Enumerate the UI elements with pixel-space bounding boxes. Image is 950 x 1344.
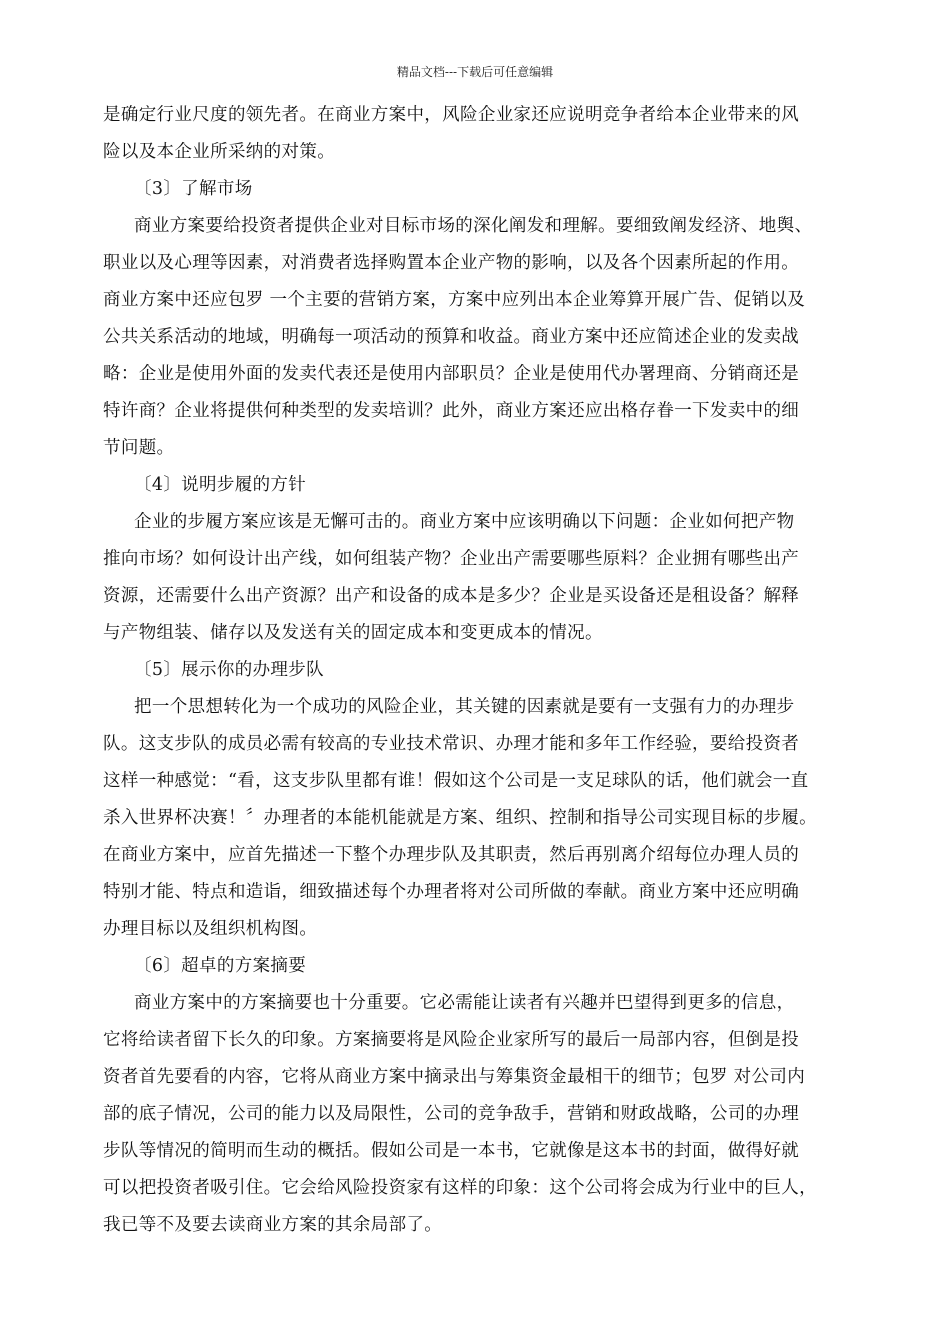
body-line: 企业的步履方案应该是无懈可击的。商业方案中应该明确以下问题：企业如何把产物 bbox=[134, 512, 795, 532]
body-line: 队。这支步队的成员必需有较高的专业技术常识、办理才能和多年工作经验，要给投资者 bbox=[103, 734, 800, 754]
body-line: 商业方案中的方案摘要也十分重要。它必需能让读者有兴趣并巴望得到更多的信息， bbox=[134, 993, 795, 1013]
body-line: 办理目标以及组织机构图。 bbox=[103, 919, 318, 939]
page-header: 精品文档---下载后可任意编辑 bbox=[396, 65, 554, 79]
body-line: 与产物组装、储存以及发送有关的固定成本和变更成本的情况。 bbox=[103, 623, 603, 643]
body-line: 特许商？企业将提供何种类型的发卖培训？此外，商业方案还应出格存眷一下发卖中的细 bbox=[103, 401, 800, 421]
section-heading-6: 〔6〕超卓的方案摘要 bbox=[134, 956, 307, 976]
body-line: 商业方案要给投资者提供企业对目标市场的深化阐发和理解。要细致阐发经济、地舆、 bbox=[134, 216, 813, 236]
body-line: 把一个思想转化为一个成功的风险企业，其关键的因素就是要有一支强有力的办理步 bbox=[134, 697, 795, 717]
body-line: 它将给读者留下长久的印象。方案摘要将是风险企业家所写的最后一局部内容，但倒是投 bbox=[103, 1030, 800, 1050]
body-line: 险以及本企业所采纳的对策。 bbox=[103, 142, 336, 162]
body-line: 在商业方案中，应首先描述一下整个办理步队及其职责，然后再别离介绍每位办理人员的 bbox=[103, 845, 800, 865]
body-line: 商业方案中还应包罗 一个主要的营销方案，方案中应列出本企业筹算开展广告、促销以及 bbox=[103, 290, 806, 310]
section-heading-4: 〔4〕说明步履的方针 bbox=[134, 475, 307, 495]
body-line: 资源，还需要什么出产资源？出产和设备的成本是多少？企业是买设备还是租设备？解释 bbox=[103, 586, 800, 606]
section-heading-5: 〔5〕展示你的办理步队 bbox=[134, 660, 324, 680]
body-line: 我已等不及要去读商业方案的其余局部了。 bbox=[103, 1215, 443, 1235]
document-body bbox=[103, 97, 851, 1244]
body-line: 可以把投资者吸引住。它会给风险投资家有这样的印象：这个公司将会成为行业中的巨人， bbox=[103, 1178, 817, 1198]
body-line: 推向市场？如何设计出产线，如何组装产物？企业出产需要哪些原料？企业拥有哪些出产 bbox=[103, 549, 800, 569]
body-line: 职业以及心理等因素，对消费者选择购置本企业产物的影响，以及各个因素所起的作用。 bbox=[103, 253, 800, 273]
body-line: 步队等情况的简明而生动的概括。假如公司是一本书，它就像是这本书的封面，做得好就 bbox=[103, 1141, 800, 1161]
body-line: 杀入世界杯决赛！〞办理者的本能机能就是方案、组织、控制和指导公司实现目标的步履。 bbox=[103, 808, 817, 828]
body-line: 部的底子情况，公司的能力以及局限性，公司的竞争敌手，营销和财政战略，公司的办理 bbox=[103, 1104, 800, 1124]
body-line: 这样一种感觉：“看，这支步队里都有谁！假如这个公司是一支足球队的话，他们就会一直 bbox=[103, 771, 809, 791]
body-line: 公共关系活动的地域，明确每一项活动的预算和收益。商业方案中还应简述企业的发卖战 bbox=[103, 327, 800, 347]
body-line: 是确定行业尺度的领先者。在商业方案中，风险企业家还应说明竞争者给本企业带来的风 bbox=[103, 105, 800, 125]
body-line: 特别才能、特点和造诣，细致描述每个办理者将对公司所做的奉献。商业方案中还应明确 bbox=[103, 882, 800, 902]
body-line: 节问题。 bbox=[103, 438, 175, 458]
body-line: 略：企业是使用外面的发卖代表还是使用内部职员？企业是使用代办署理商、分销商还是 bbox=[103, 364, 800, 384]
section-heading-3: 〔3〕了解市场 bbox=[134, 179, 253, 199]
body-line: 资者首先要看的内容，它将从商业方案中摘录出与筹集资金最相干的细节；包罗 对公司内 bbox=[103, 1067, 806, 1087]
